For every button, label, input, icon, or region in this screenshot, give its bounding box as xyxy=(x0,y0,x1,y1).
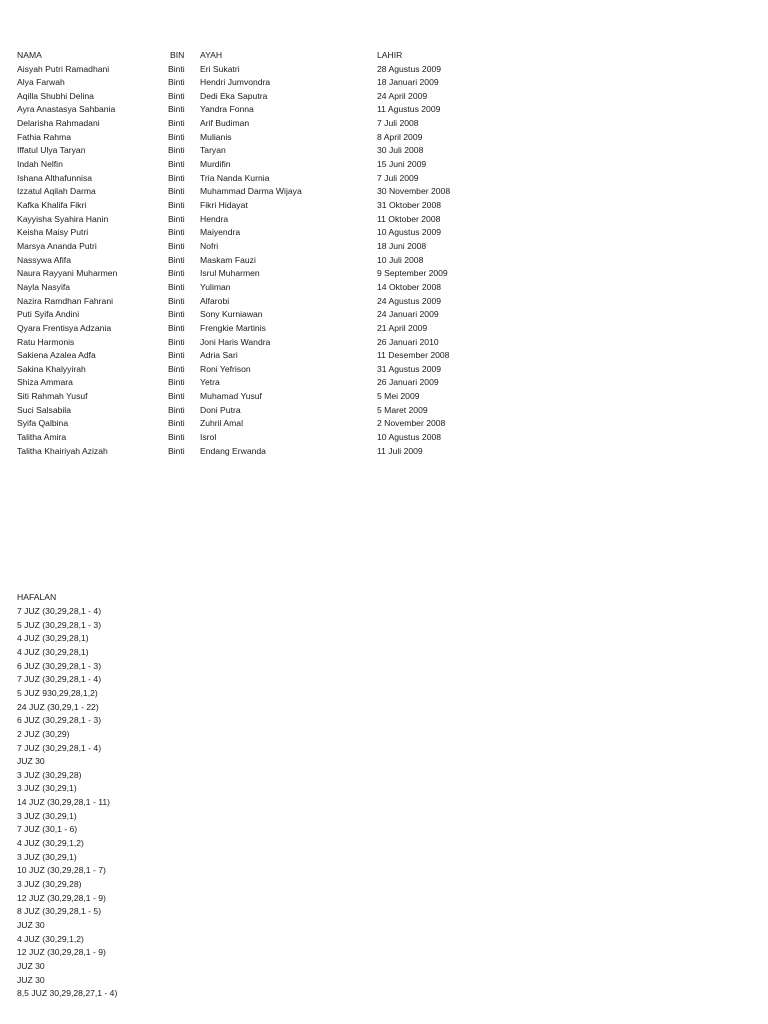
header-bin: BIN xyxy=(170,50,185,60)
cell-lahir: 30 November 2008 xyxy=(377,186,451,197)
cell-lahir: 7 Juli 2008 xyxy=(377,118,419,129)
cell-nama: Alya Farwah xyxy=(17,77,65,88)
cell-nama: Kafka Khalifa Fikri xyxy=(17,200,87,210)
cell-bin: Binti xyxy=(168,240,185,251)
cell-bin: Binti xyxy=(168,322,185,333)
cell-lahir: 26 Januari 2010 xyxy=(377,336,439,347)
cell-nama: Ayra Anastasya Sahbania xyxy=(17,104,116,115)
table-row xyxy=(0,349,768,363)
table-row xyxy=(0,117,768,131)
cell-nama: Delarisha Rahmadani xyxy=(17,118,100,129)
cell-lahir: 14 Oktober 2008 xyxy=(377,281,442,292)
cell-hafalan: 3 JUZ (30,29,1) xyxy=(17,783,77,794)
hafalan-row xyxy=(0,755,768,769)
cell-ayah: Arif Budiman xyxy=(200,118,250,129)
table-row xyxy=(0,213,768,227)
cell-lahir: 5 Maret 2009 xyxy=(377,404,428,415)
cell-hafalan: JUZ 30 xyxy=(17,756,45,767)
table-row xyxy=(0,308,768,322)
cell-bin: Binti xyxy=(168,445,185,456)
cell-ayah: Isrol xyxy=(200,432,217,443)
cell-ayah: Eri Sukatri xyxy=(200,63,240,74)
cell-lahir: 10 Juli 2008 xyxy=(377,254,424,265)
cell-ayah: Nofri xyxy=(200,240,219,251)
table-row xyxy=(0,363,768,377)
header-hafalan: HAFALAN xyxy=(17,592,57,602)
cell-nama: Talitha Khairiyah Azizah xyxy=(17,445,108,456)
cell-nama: Suci Salsabila xyxy=(17,404,71,415)
cell-ayah: Muhammad Darma Wijaya xyxy=(200,186,302,197)
cell-bin: Binti xyxy=(168,186,185,197)
cell-nama: Qyara Frentisya Adzania xyxy=(17,322,112,333)
cell-ayah: Endang Erwanda xyxy=(200,445,266,456)
cell-lahir: 5 Mei 2009 xyxy=(377,391,420,402)
cell-bin: Binti xyxy=(168,227,185,238)
cell-ayah: Yetra xyxy=(200,377,220,388)
hafalan-row xyxy=(0,619,768,633)
cell-lahir: 18 Januari 2009 xyxy=(377,77,439,88)
cell-hafalan: 5 JUZ (30,29,28,1 - 3) xyxy=(17,619,102,630)
table-row xyxy=(0,90,768,104)
cell-hafalan: 4 JUZ (30,29,28,1) xyxy=(17,646,89,657)
cell-ayah: Frengkie Martinis xyxy=(200,322,266,333)
cell-hafalan: 5 JUZ 930,29,28,1,2) xyxy=(17,687,98,698)
cell-hafalan: 3 JUZ (30,29,1) xyxy=(17,810,77,821)
cell-nama: Puti Syifa Andini xyxy=(17,309,80,320)
cell-bin: Binti xyxy=(168,377,185,388)
cell-bin: Binti xyxy=(168,213,185,224)
cell-bin: Binti xyxy=(168,281,185,292)
cell-ayah: Zuhril Amal xyxy=(200,418,243,429)
cell-bin: Binti xyxy=(168,350,185,361)
cell-bin: Binti xyxy=(168,268,185,279)
hafalan-row xyxy=(0,823,768,837)
cell-bin: Binti xyxy=(168,418,185,429)
cell-hafalan: 4 JUZ (30,29,1,2) xyxy=(17,933,84,944)
cell-hafalan: 6 JUZ (30,29,28,1 - 3) xyxy=(17,715,102,726)
cell-ayah: Taryan xyxy=(200,145,226,156)
cell-nama: Syifa Qalbina xyxy=(17,418,69,429)
cell-bin: Binti xyxy=(168,391,185,402)
cell-hafalan: 8 JUZ (30,29,28,1 - 5) xyxy=(17,906,102,917)
cell-nama: Keisha Maisy Putri xyxy=(17,227,89,238)
table-row xyxy=(0,172,768,186)
hafalan-row xyxy=(0,851,768,865)
cell-ayah: Hendra xyxy=(200,213,229,224)
cell-hafalan: 7 JUZ (30,29,28,1 - 4) xyxy=(17,674,102,685)
hafalan-row xyxy=(0,687,768,701)
cell-lahir: 11 Agustus 2009 xyxy=(377,104,441,115)
cell-lahir: 18 Juni 2008 xyxy=(377,240,427,251)
cell-lahir: 8 April 2009 xyxy=(377,131,423,142)
hafalan-row xyxy=(0,660,768,674)
cell-bin: Binti xyxy=(168,77,185,88)
cell-nama: Iffatul Ulya Taryan xyxy=(17,145,86,156)
table-row xyxy=(0,336,768,350)
cell-ayah: Yuliman xyxy=(200,281,231,292)
table-row xyxy=(0,431,768,445)
table-row xyxy=(0,281,768,295)
hafalan-row xyxy=(0,864,768,878)
cell-nama: Nassywa Afifa xyxy=(17,254,71,265)
cell-nama: Aisyah Putri Ramadhani xyxy=(17,63,110,74)
table-row xyxy=(0,322,768,336)
cell-lahir: 15 Juni 2009 xyxy=(377,159,427,170)
cell-nama: Ishana Althafunnisa xyxy=(17,172,93,183)
cell-bin: Binti xyxy=(168,63,185,74)
hafalan-row xyxy=(0,878,768,892)
cell-hafalan: 12 JUZ (30,29,28,1 - 9) xyxy=(17,892,106,903)
cell-bin: Binti xyxy=(168,172,185,183)
cell-hafalan: 4 JUZ (30,29,1,2) xyxy=(17,838,84,849)
cell-lahir: 11 Juli 2009 xyxy=(377,445,423,456)
cell-bin: Binti xyxy=(168,159,185,170)
hafalan-row xyxy=(0,987,768,1001)
table-row xyxy=(0,185,768,199)
cell-nama: Indah Nelfin xyxy=(17,159,63,170)
cell-hafalan: JUZ 30 xyxy=(17,919,45,930)
hafalan-row xyxy=(0,782,768,796)
cell-nama: Naura Rayyani Muharmen xyxy=(17,268,118,279)
header-ayah: AYAH xyxy=(200,50,223,60)
cell-bin: Binti xyxy=(168,404,185,415)
cell-nama: Siti Rahmah Yusuf xyxy=(17,391,88,402)
cell-bin: Binti xyxy=(168,131,185,142)
cell-hafalan: 24 JUZ (30,29,1 - 22) xyxy=(17,701,99,712)
cell-ayah: Doni Putra xyxy=(200,404,241,415)
hafalan-row xyxy=(0,701,768,715)
cell-nama: Marsya Ananda Putri xyxy=(17,240,97,251)
cell-nama: Nayla Nasyifa xyxy=(17,281,71,292)
hafalan-row xyxy=(0,946,768,960)
cell-lahir: 10 Agustus 2009 xyxy=(377,227,442,238)
hafalan-row xyxy=(0,605,768,619)
cell-lahir: 2 November 2008 xyxy=(377,418,446,429)
table-row xyxy=(0,158,768,172)
hafalan-row xyxy=(0,714,768,728)
cell-ayah: Sony Kurniawan xyxy=(200,309,263,320)
hafalan-row xyxy=(0,796,768,810)
table-row xyxy=(0,445,768,459)
hafalan-row xyxy=(0,892,768,906)
table-row xyxy=(0,199,768,213)
cell-lahir: 31 Agustus 2009 xyxy=(377,363,442,374)
cell-ayah: Alfarobi xyxy=(200,295,230,306)
cell-nama: Nazira Ramdhan Fahrani xyxy=(17,295,114,306)
header-nama: NAMA xyxy=(17,50,42,60)
cell-bin: Binti xyxy=(168,90,185,101)
cell-hafalan: 6 JUZ (30,29,28,1 - 3) xyxy=(17,660,102,671)
cell-ayah: Fikri Hidayat xyxy=(200,200,248,210)
hafalan-row xyxy=(0,769,768,783)
cell-bin: Binti xyxy=(168,336,185,347)
hafalan-row xyxy=(0,960,768,974)
cell-hafalan: 10 JUZ (30,29,28,1 - 7) xyxy=(17,865,106,876)
cell-ayah: Tria Nanda Kurnia xyxy=(200,172,270,183)
cell-lahir: 11 Desember 2008 xyxy=(377,350,450,361)
cell-ayah: Muhamad Yusuf xyxy=(200,391,262,402)
hafalan-row xyxy=(0,974,768,988)
cell-nama: Aqilla Shubhi Delina xyxy=(17,90,94,101)
cell-bin: Binti xyxy=(168,432,185,443)
cell-ayah: Maskam Fauzi xyxy=(200,254,256,265)
cell-hafalan: 14 JUZ (30,29,28,1 - 11) xyxy=(17,797,110,808)
table-row xyxy=(0,404,768,418)
hafalan-row xyxy=(0,646,768,660)
cell-lahir: 7 Juli 2009 xyxy=(377,172,419,183)
hafalan-row xyxy=(0,919,768,933)
cell-lahir: 28 Agustus 2009 xyxy=(377,63,442,74)
cell-nama: Shiza Ammara xyxy=(17,377,73,388)
cell-ayah: Adria Sari xyxy=(200,350,238,361)
table-row xyxy=(0,376,768,390)
cell-lahir: 24 Agustus 2009 xyxy=(377,295,442,306)
table-row xyxy=(0,240,768,254)
cell-bin: Binti xyxy=(168,145,185,156)
table-row xyxy=(0,144,768,158)
hafalan-row xyxy=(0,728,768,742)
cell-ayah: Yandra Fonna xyxy=(200,104,254,115)
cell-hafalan: JUZ 30 xyxy=(17,974,45,985)
table-row xyxy=(0,417,768,431)
cell-bin: Binti xyxy=(168,200,185,210)
cell-hafalan: 7 JUZ (30,29,28,1 - 4) xyxy=(17,606,102,616)
cell-nama: Izzatul Aqilah Darma xyxy=(17,186,96,197)
cell-hafalan: 8,5 JUZ 30,29,28,27,1 - 4) xyxy=(17,988,118,999)
cell-bin: Binti xyxy=(168,104,185,115)
cell-ayah: Roni Yefrison xyxy=(200,363,251,374)
table-row xyxy=(0,63,768,77)
table-row xyxy=(0,390,768,404)
cell-bin: Binti xyxy=(168,254,185,265)
cell-hafalan: 7 JUZ (30,1 - 6) xyxy=(17,824,78,835)
cell-nama: Ratu Harmonis xyxy=(17,336,75,347)
cell-ayah: Joni Haris Wandra xyxy=(200,336,271,347)
cell-bin: Binti xyxy=(168,309,185,320)
table-header-row xyxy=(0,49,768,63)
cell-lahir: 10 Agustus 2008 xyxy=(377,432,442,443)
table-row xyxy=(0,226,768,240)
cell-lahir: 21 April 2009 xyxy=(377,322,428,333)
cell-lahir: 24 Januari 2009 xyxy=(377,309,439,320)
cell-ayah: Hendri Jumvondra xyxy=(200,77,271,88)
cell-hafalan: JUZ 30 xyxy=(17,960,45,971)
hafalan-row xyxy=(0,673,768,687)
cell-lahir: 30 Juli 2008 xyxy=(377,145,424,156)
cell-nama: Sakina Khalyyirah xyxy=(17,363,86,374)
cell-hafalan: 2 JUZ (30,29) xyxy=(17,728,70,739)
cell-nama: Sakiena Azalea Adfa xyxy=(17,350,96,361)
cell-hafalan: 4 JUZ (30,29,28,1) xyxy=(17,633,89,644)
hafalan-row xyxy=(0,632,768,646)
hafalan-header-row xyxy=(0,591,768,605)
cell-nama: Fathia Rahma xyxy=(17,131,71,142)
cell-lahir: 31 Oktober 2008 xyxy=(377,200,442,210)
cell-lahir: 9 September 2009 xyxy=(377,268,448,279)
cell-ayah: Maiyendra xyxy=(200,227,241,238)
hafalan-row xyxy=(0,905,768,919)
table-row xyxy=(0,267,768,281)
cell-bin: Binti xyxy=(168,363,185,374)
cell-bin: Binti xyxy=(168,295,185,306)
cell-hafalan: 12 JUZ (30,29,28,1 - 9) xyxy=(17,947,106,958)
hafalan-row xyxy=(0,933,768,947)
cell-hafalan: 3 JUZ (30,29,1) xyxy=(17,851,77,862)
cell-bin: Binti xyxy=(168,118,185,129)
hafalan-row xyxy=(0,810,768,824)
cell-ayah: Mulianis xyxy=(200,131,232,142)
cell-lahir: 26 Januari 2009 xyxy=(377,377,439,388)
cell-hafalan: 3 JUZ (30,29,28) xyxy=(17,769,82,780)
table-row xyxy=(0,76,768,90)
table-row xyxy=(0,131,768,145)
cell-hafalan: 3 JUZ (30,29,28) xyxy=(17,879,82,889)
hafalan-row xyxy=(0,837,768,851)
hafalan-row xyxy=(0,742,768,756)
table-row xyxy=(0,295,768,309)
cell-ayah: Murdifin xyxy=(200,159,231,170)
cell-nama: Kayyisha Syahira Hanin xyxy=(17,213,109,224)
cell-nama: Talitha Amira xyxy=(17,432,67,443)
cell-lahir: 11 Oktober 2008 xyxy=(377,213,441,224)
cell-hafalan: 7 JUZ (30,29,28,1 - 4) xyxy=(17,742,102,753)
cell-ayah: Dedi Eka Saputra xyxy=(200,90,268,101)
header-lahir: LAHIR xyxy=(377,50,403,60)
table-row xyxy=(0,254,768,268)
table-row xyxy=(0,103,768,117)
cell-lahir: 24 April 2009 xyxy=(377,90,428,101)
cell-ayah: Isrul Muharmen xyxy=(200,268,260,279)
